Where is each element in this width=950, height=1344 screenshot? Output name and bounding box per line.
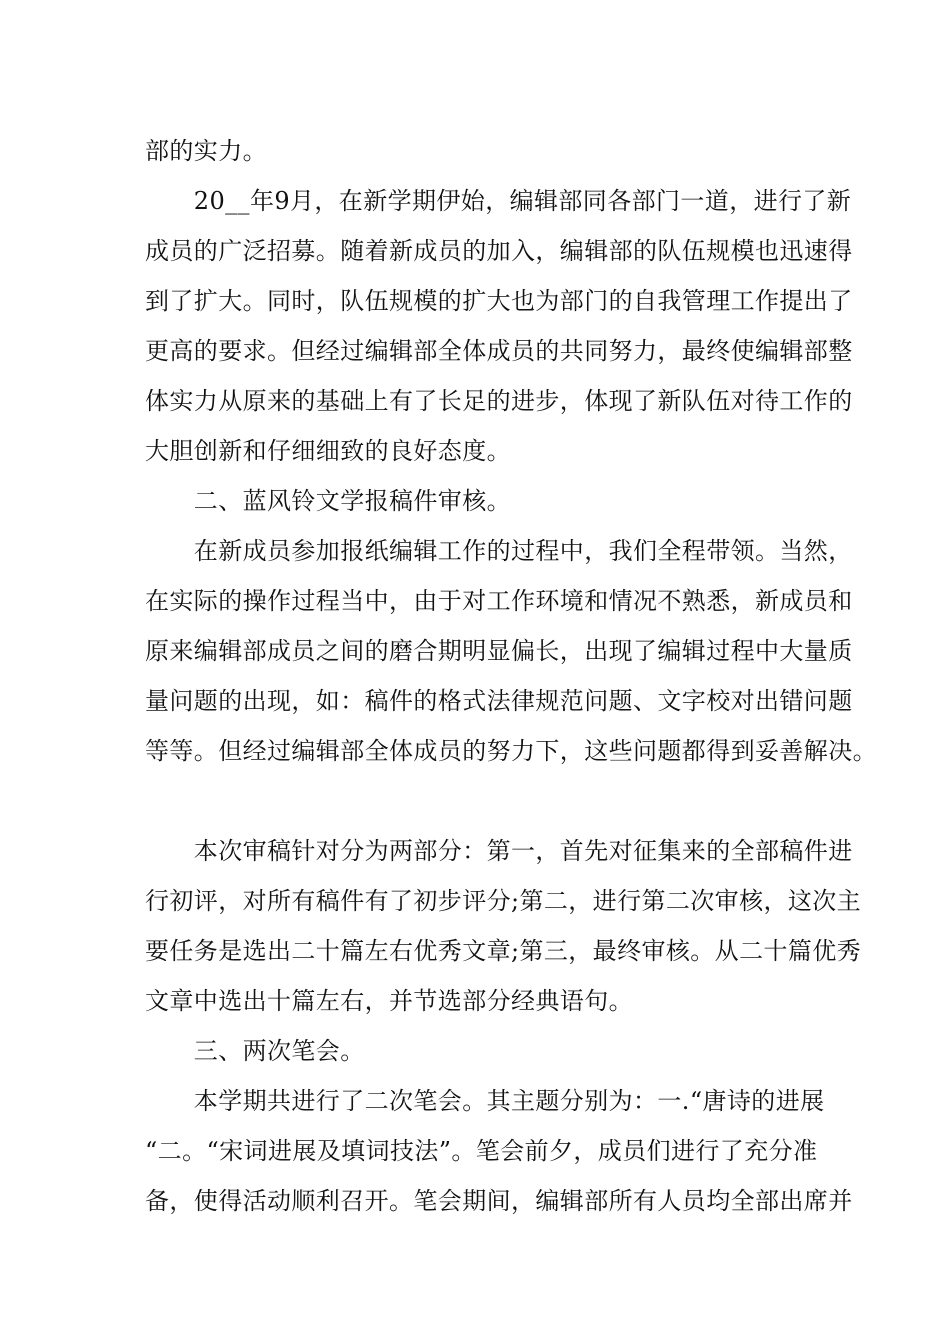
section-heading: 二、蓝风铃文学报稿件审核。 <box>145 487 511 515</box>
text-line: 等等。但经过编辑部全体成员的努力下，这些问题都得到妥善解决。 <box>145 737 877 765</box>
text-line: 大胆创新和仔细细致的良好态度。 <box>145 437 511 465</box>
text-line: 更高的要求。但经过编辑部全体成员的共同努力，最终使编辑部整 <box>145 337 853 365</box>
text-line: 部的实力。 <box>145 137 267 165</box>
text-line: 本次审稿针对分为两部分：第一，首先对征集来的全部稿件进 <box>145 837 853 865</box>
section-heading: 三、两次笔会。 <box>145 1037 365 1065</box>
text-line: 到了扩大。同时，队伍规模的扩大也为部门的自我管理工作提出了 <box>145 287 853 315</box>
text-line: 要任务是选出二十篇左右优秀文章;第三，最终审核。从二十篇优秀 <box>145 937 862 965</box>
text-line: 备，使得活动顺利召开。笔会期间，编辑部所有人员均全部出席并 <box>145 1187 853 1215</box>
text-line: 在新成员参加报纸编辑工作的过程中，我们全程带领。当然， <box>145 537 853 565</box>
text-line: 20__年9月，在新学期伊始，编辑部同各部门一道，进行了新 <box>145 187 852 215</box>
text-line: 体实力从原来的基础上有了长足的进步，体现了新队伍对待工作的 <box>145 387 853 415</box>
text-line: 本学期共进行了二次笔会。其主题分别为：一.“唐诗的进展 <box>145 1087 825 1115</box>
text-line: 文章中选出十篇左右，并节选部分经典语句。 <box>145 987 633 1015</box>
text-line: 成员的广泛招募。随着新成员的加入，编辑部的队伍规模也迅速得 <box>145 237 853 265</box>
text-line: “二。“宋词进展及填词技法”。笔会前夕，成员们进行了充分准 <box>145 1137 818 1165</box>
text-line: 原来编辑部成员之间的磨合期明显偏长，出现了编辑过程中大量质 <box>145 637 853 665</box>
text-line: 在实际的操作过程当中，由于对工作环境和情况不熟悉，新成员和 <box>145 587 853 615</box>
text-line: 量问题的出现，如：稿件的格式法律规范问题、文字校对出错问题 <box>145 687 853 715</box>
text-line: 行初评，对所有稿件有了初步评分;第二，进行第二次审核，这次主 <box>145 887 862 915</box>
